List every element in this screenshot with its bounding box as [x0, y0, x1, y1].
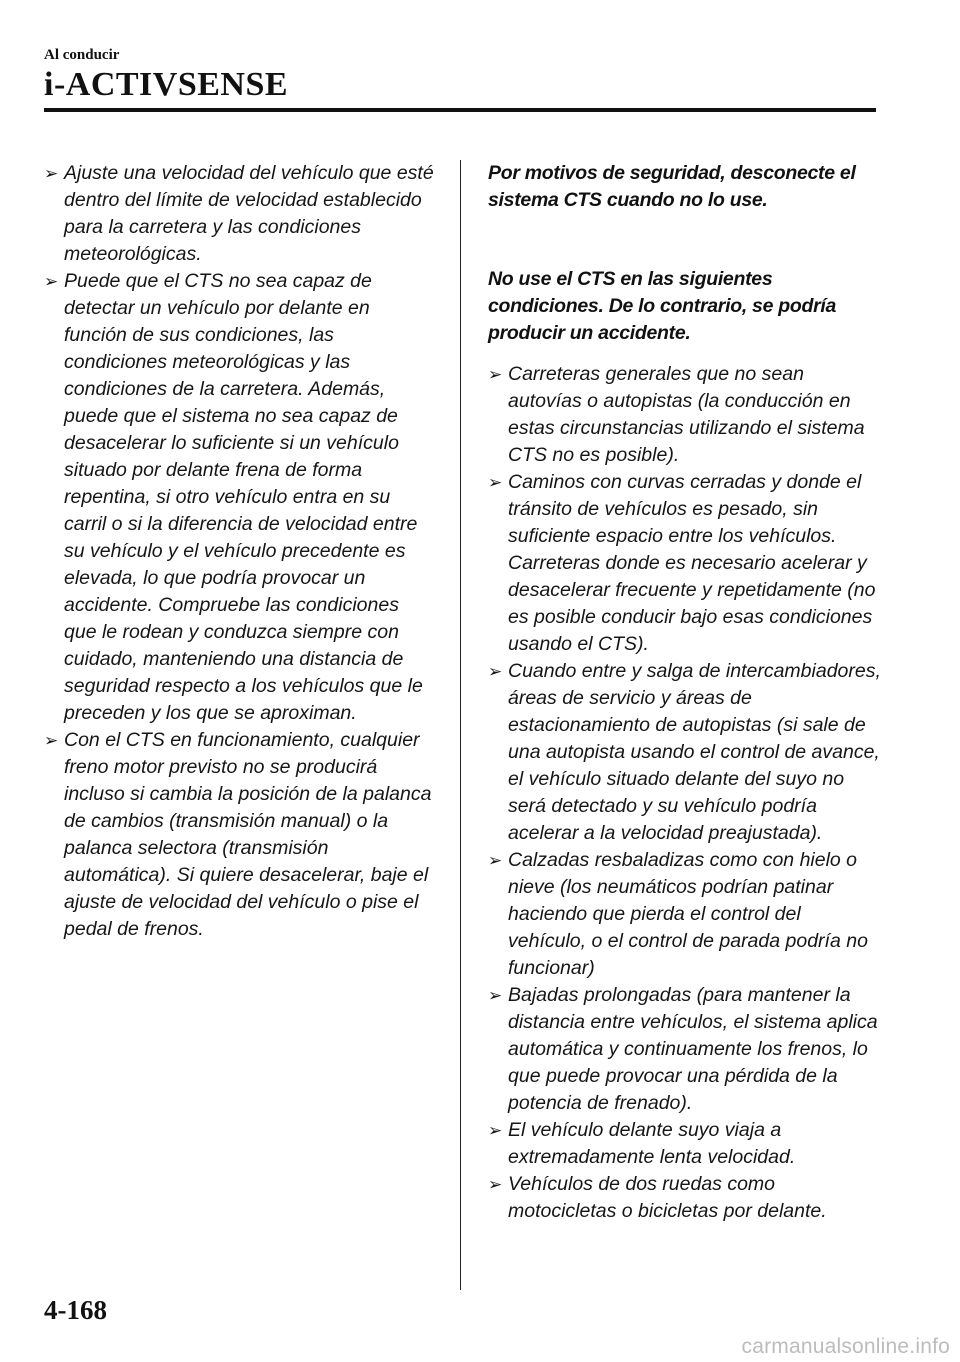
- list-item-text: El vehículo delante suyo viaja a extremadamente lenta velocidad.: [508, 1119, 796, 1168]
- list-item: [488, 847, 882, 982]
- list-item-text: Puede que el CTS no sea capaz de detectar un vehículo por delante en función de sus condiciones, las condiciones meteorológicas y las condiciones de la carretera. Además, puede que el sistema no sea capaz de desacelerar lo suficiente si un vehículo situado por delante frena de forma repentina, si otro vehículo entra en su carril o si la diferencia de velocidad entre su vehículo y el vehículo precedente es elevada, lo que podría provocar un accidente. Compruebe las condiciones que le rodean y conduzca siempre con cuidado, manteniendo una distancia de seguridad respecto a los vehículos que le preceden y los que se aproximan.: [64, 270, 423, 724]
- list-item: [44, 268, 434, 727]
- column-divider: [460, 160, 461, 1290]
- list-item: [488, 361, 882, 469]
- list-item-text: Carreteras generales que no sean autovías o autopistas (la conducción en estas circunstancias utilizando el sistema CTS no es posible).: [508, 363, 865, 466]
- arrowhead-right-icon: ➢: [488, 662, 503, 681]
- list-item-text: Caminos con curvas cerradas y donde el tránsito de vehículos es pesado, sin suficiente espacio entre los vehículos. Carreteras donde es necesario acelerar y desacelerar frecuente y repetidamente (no es posible conducir bajo esas condiciones usando el CTS).: [508, 471, 876, 655]
- list-item: [44, 727, 434, 943]
- list-item-text: Calzadas resbaladizas como con hielo o nieve (los neumáticos podrían patinar haciendo que pierda el control del vehículo, o el control de parada podría no funcionar): [508, 849, 868, 979]
- list-item: [488, 1171, 882, 1225]
- left-bullet-list: [44, 160, 434, 943]
- page-header: [44, 46, 874, 104]
- arrowhead-right-icon: ➢: [44, 731, 59, 750]
- list-item-text: Con el CTS en funcionamiento, cualquier freno motor previsto no se producirá incluso si cambia la posición de la palanca de cambios (transmisión manual) o la palanca selectora (transmisión automática). Si quiere desacelerar, baje el ajuste de velocidad del vehículo o pise el pedal de frenos.: [64, 729, 432, 940]
- right-column: [488, 160, 882, 1225]
- arrowhead-right-icon: ➢: [488, 986, 503, 1005]
- list-item: [488, 469, 882, 658]
- list-item-text: Vehículos de dos ruedas como motocicletas o bicicletas por delante.: [508, 1173, 827, 1222]
- arrowhead-right-icon: ➢: [44, 272, 59, 291]
- list-item: [488, 982, 882, 1117]
- chapter-title: i-ACTIVSENSE: [44, 66, 289, 103]
- page-number: 4-168: [44, 1295, 107, 1325]
- list-item: [488, 658, 882, 847]
- left-column: [44, 160, 434, 943]
- arrowhead-right-icon: ➢: [488, 1175, 503, 1194]
- watermark: carmanualsonline.info: [741, 1335, 950, 1358]
- right-bullet-list: [488, 361, 882, 1225]
- safety-warning: Por motivos de seguridad, desconecte el sistema CTS cuando no lo use.: [488, 162, 856, 211]
- section-label: Al conducir: [44, 47, 120, 63]
- arrowhead-right-icon: ➢: [44, 164, 59, 183]
- header-rule: [44, 108, 876, 112]
- arrowhead-right-icon: ➢: [488, 851, 503, 870]
- list-item-text: Bajadas prolongadas (para mantener la distancia entre vehículos, el sistema aplica automática y continuamente los frenos, lo que puede provocar una pérdida de la potencia de frenado).: [508, 984, 878, 1114]
- list-item: [44, 160, 434, 268]
- list-item-text: Ajuste una velocidad del vehículo que esté dentro del límite de velocidad establecido para la carretera y las condiciones meteorológicas.: [64, 162, 434, 265]
- conditions-warning: No use el CTS en las siguientes condiciones. De lo contrario, se podría producir un accidente.: [488, 268, 837, 344]
- arrowhead-right-icon: ➢: [488, 1121, 503, 1140]
- arrowhead-right-icon: ➢: [488, 365, 503, 384]
- list-item-text: Cuando entre y salga de intercambiadores, áreas de servicio y áreas de estacionamiento de autopistas (si sale de una autopista usando el control de avance, el vehículo situado delante del suyo no será detectado y su vehículo podría acelerar a la velocidad preajustada).: [508, 660, 881, 844]
- list-item: [488, 1117, 882, 1171]
- arrowhead-right-icon: ➢: [488, 473, 503, 492]
